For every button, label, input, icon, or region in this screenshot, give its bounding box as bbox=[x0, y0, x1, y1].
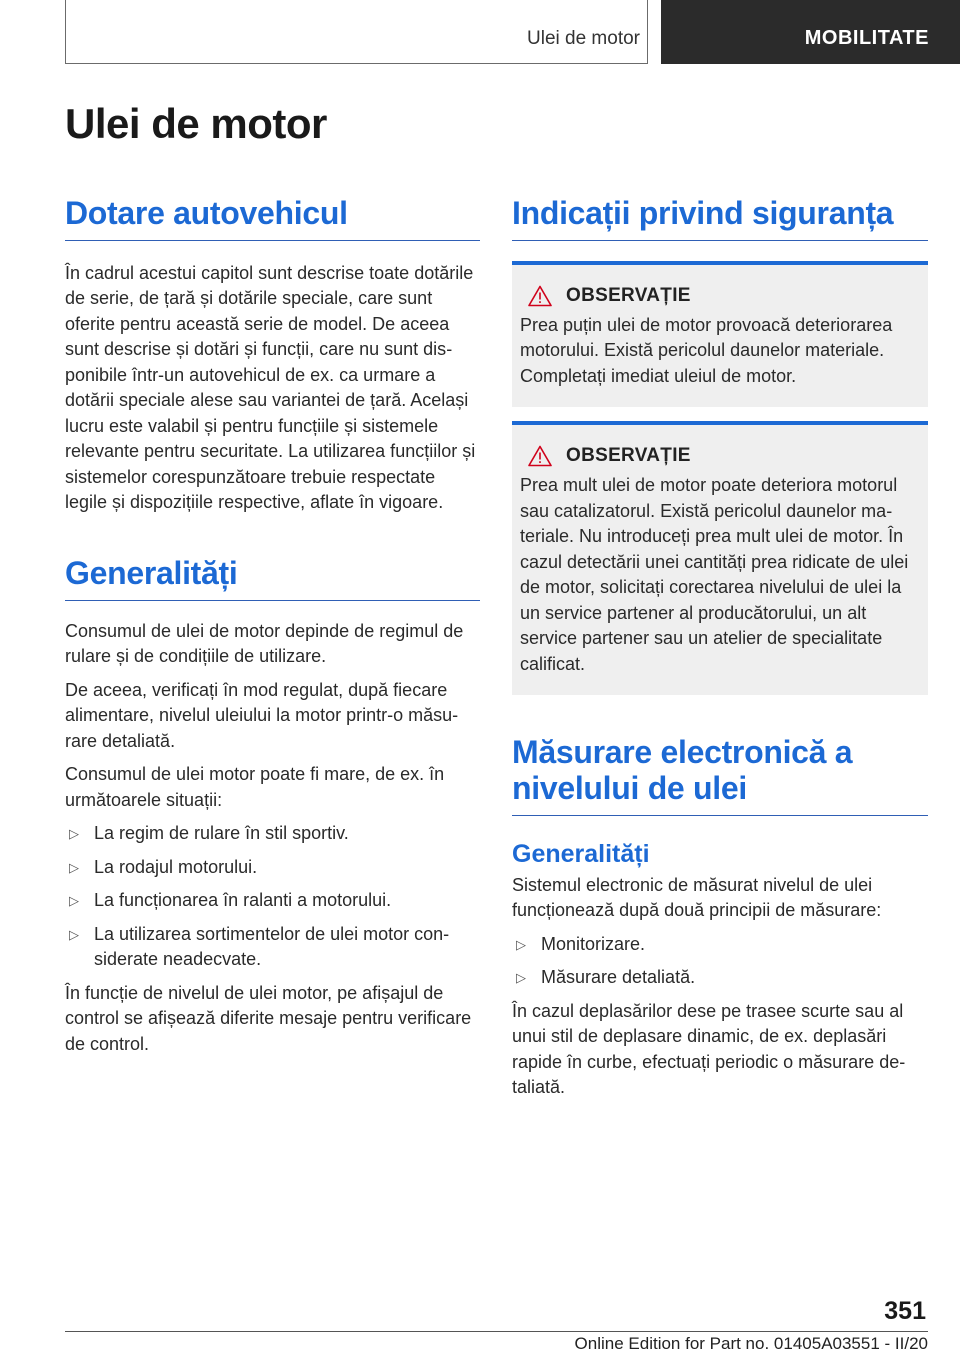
warning-header bbox=[528, 445, 920, 467]
page-title: Ulei de motor bbox=[65, 100, 327, 147]
section-heading-masurare: Măsurare electronică a nivelului de ulei bbox=[512, 735, 928, 816]
list-item: ▷ Măsurare detaliată. bbox=[512, 965, 928, 991]
warning-title: OBSERVAȚIE bbox=[566, 445, 691, 467]
warning-header bbox=[528, 285, 920, 307]
header-chapter-box bbox=[661, 0, 960, 64]
list-item: ▷ La utilizarea sortimentelor de ulei motor considerate neadecvate. bbox=[69, 923, 450, 970]
generalitati-paragraph-1: Consumul de ulei de motor depinde de regimul de rulare și de condițiile de utilizare. bbox=[65, 620, 464, 667]
subheading-generalitati: Generalități bbox=[512, 839, 650, 868]
warning-box bbox=[512, 421, 928, 695]
edition-footer: Online Edition for Part no. 01405A03551 - II/20 bbox=[574, 1334, 928, 1353]
masurare-paragraph-2: În cazul deplasărilor dese pe trasee scurte sau al unui stil de deplasare dinamic, de ex. deplasări rapide în curbe, efectuați periodic o măsurare detaliată. bbox=[512, 1000, 906, 1098]
measurement-list bbox=[512, 932, 928, 991]
list-item: ▷ La rodajul motorului. bbox=[65, 855, 480, 881]
left-column bbox=[65, 196, 480, 1057]
warning-triangle-icon bbox=[528, 445, 552, 467]
warning-box bbox=[512, 261, 928, 408]
triangle-bullet-icon: ▷ bbox=[69, 926, 79, 942]
section-heading-dotare: Dotare autovehicul bbox=[65, 196, 480, 241]
masurare-paragraph-1: Sistemul electronic de măsurat nivelul de ulei funcționează după două principii de măsurare: bbox=[512, 874, 882, 921]
header-section-title: Ulei de motor bbox=[527, 28, 640, 49]
generalitati-paragraph-3: Consumul de ulei motor poate fi mare, de ex. în următoarele situații: bbox=[65, 764, 445, 810]
list-item: ▷ La regim de rulare în stil sportiv. bbox=[65, 821, 480, 847]
list-item: ▷ Monitorizare. bbox=[512, 932, 928, 958]
consumption-list bbox=[65, 821, 480, 973]
warning-text: Prea mult ulei de motor poate deteriora motorul sau catalizatorul. Există pericolul daunelor materiale. Nu introduceți prea mult ulei de motor. În cazul detectării unei cantități prea ridicate de ulei de motor, solicitați corectarea nivelului de ulei la un service partener al producătorului, un alt service partener sau un atelier de specialitate calificat. bbox=[520, 475, 909, 674]
dotare-paragraph: În cadrul acestui capitol sunt descrise toate dotările de serie, de țară și dotările speciale, care sunt oferite pentru această serie de model. De aceea sunt descrise și dotări și funcții, care nu sunt disponibile într‑un autovehicul de ex. ca urmare a dotării speciale alese sau variantei de țară. Același lucru este valabil și pentru funcțiile și sistemele relevante pentru securitate. La utilizarea funcțiilor și sistemelor corespunzătoare trebuie respectate legile și dispozițiile respective, aflate în vigoare. bbox=[65, 262, 476, 513]
triangle-bullet-icon: ▷ bbox=[69, 893, 79, 909]
triangle-bullet-icon: ▷ bbox=[69, 826, 79, 842]
triangle-bullet-icon: ▷ bbox=[69, 859, 79, 875]
header-chapter-title: MOBILITATE bbox=[804, 27, 929, 49]
triangle-bullet-icon: ▷ bbox=[516, 970, 526, 986]
list-item: ▷ La funcționarea în ralanti a motorului. bbox=[65, 888, 480, 914]
warning-text: Prea puțin ulei de motor provoacă deteriorarea motorului. Există pericolul daunelor materiale. Completați imediat uleiul de motor. bbox=[520, 314, 893, 386]
warning-title: OBSERVAȚIE bbox=[566, 284, 691, 306]
generalitati-paragraph-2: De aceea, verificați în mod regulat, după fiecare alimentare, nivelul uleiului la motor printr‑o măsurare detaliată. bbox=[65, 679, 459, 751]
footer-divider bbox=[65, 1331, 928, 1332]
warning-triangle-icon bbox=[528, 285, 552, 307]
page-number: 351 bbox=[884, 1297, 926, 1325]
section-heading-siguranta: Indicații privind siguranța bbox=[512, 196, 928, 241]
generalitati-paragraph-4: În funcție de nivelul de ulei motor, pe afișajul de control se afișează diferite mesaje pentru verificare de control. bbox=[65, 982, 472, 1054]
triangle-bullet-icon: ▷ bbox=[516, 936, 526, 952]
right-column bbox=[512, 196, 928, 1101]
section-heading-generalitati: Generalități bbox=[65, 556, 480, 601]
